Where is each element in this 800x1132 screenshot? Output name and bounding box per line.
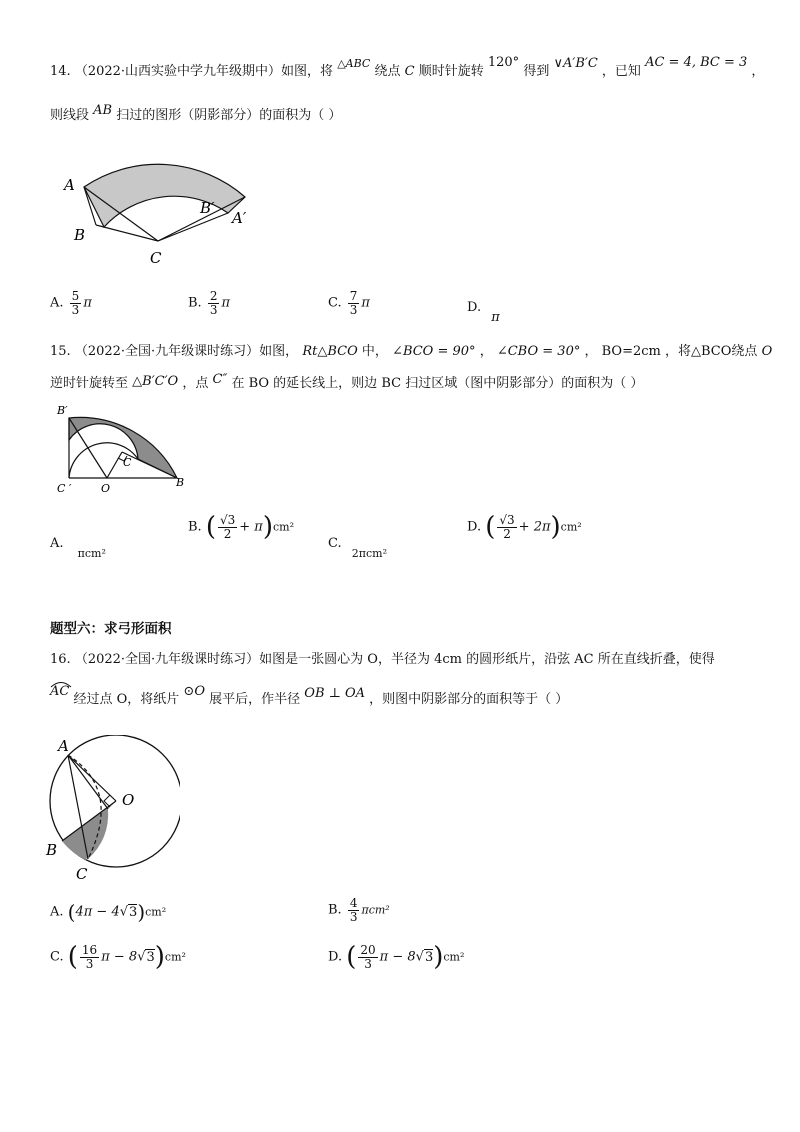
q14-get: 得到 [523, 64, 550, 79]
q15-angle-bco: ∠BCO = 90° [392, 344, 476, 359]
q14-angle: 120° [487, 55, 520, 70]
q15-label-C: C [123, 456, 132, 469]
q14-label-A: A [64, 176, 75, 194]
q14-option-b[interactable] [188, 290, 230, 316]
q16-option-c-den: 3 [85, 956, 94, 971]
q16-label-O: O [122, 791, 135, 809]
q15-option-d[interactable]: D. ( $\frac{√3}{2}$ + 2π)cm² [467, 512, 582, 543]
q15-option-c-value: 2πcm² [351, 547, 387, 560]
q16-label-A: A [58, 737, 69, 755]
q14-segment: AB [93, 103, 113, 118]
q16-option-d-den: 3 [364, 956, 372, 971]
q15-number: 15. [50, 344, 71, 359]
q15-option-d-plus: + 2π [518, 519, 551, 535]
q16-perp: OB ⊥ OA [304, 686, 366, 701]
q16-option-b-num: 4 [349, 896, 358, 910]
q14-comma: ， [751, 64, 765, 79]
q15-option-a-value: πcm² [77, 547, 106, 560]
q16-arc-ac [50, 684, 69, 699]
q14-stem-line2 [50, 104, 341, 123]
q16-line2-pre: 经过点 O，将纸片 [73, 692, 180, 707]
q16-option-b-label: B. [328, 902, 342, 918]
q15-stem-line2 [50, 372, 643, 391]
q14-label-C: C [150, 249, 162, 267]
q16-option-b[interactable] [328, 897, 390, 923]
q15-bo-length: BO=2cm [601, 344, 661, 359]
q15-sep1: ， [479, 344, 493, 359]
q16-option-d-unit: cm² [443, 950, 465, 964]
q14-option-b-num: 2 [209, 289, 218, 303]
q14-label-B: B [74, 226, 86, 244]
q14-option-c-label: C. [328, 295, 342, 311]
q14-option-a-label: A. [50, 295, 64, 311]
q15-label-Cp: C ′ [57, 482, 72, 495]
q16-label-B: B [46, 841, 58, 859]
q15-seg-OC [107, 452, 122, 478]
q16-option-d-mid: π − 8 [379, 949, 416, 965]
q14-option-a-num: 5 [71, 289, 80, 303]
q14-option-b-label: B. [188, 295, 202, 311]
q14-option-c-num: 7 [349, 289, 358, 303]
q15-label-Bp: B′ [57, 404, 68, 417]
q14-triangle: △ABC [337, 57, 371, 70]
q16-option-a[interactable]: A. (4π − 4√3)cm² [50, 900, 167, 924]
q14-option-a-pi: π [83, 295, 92, 311]
q16-arc-label: AC [50, 684, 70, 699]
q15-option-b[interactable]: B. ( $\frac{√3}{2}$ + π)cm² [188, 512, 295, 543]
q14-option-b-pi: π [221, 295, 231, 311]
q16-option-c-num: 16 [81, 943, 98, 957]
q14-point-c: C [404, 64, 415, 79]
q14-option-b-den: 3 [209, 302, 218, 317]
q14-known: ，已知 [601, 64, 641, 79]
q16-option-c-mid: π − 8 [101, 949, 138, 965]
q14-option-a-den: 3 [71, 302, 80, 317]
q15-option-d-den: 2 [503, 526, 511, 541]
q15-option-b-label: B. [188, 519, 202, 535]
q16-figure [40, 735, 180, 885]
q14-label-Ap: A′ [232, 209, 247, 227]
q15-option-b-plus: + π [239, 519, 263, 535]
q16-option-c-root: 3 [146, 949, 155, 965]
q16-number: 16. [50, 652, 71, 667]
q16-option-a-unit: cm² [145, 905, 167, 919]
q15-source: （2022·全国·九年级课时练习）如图， [74, 344, 299, 359]
q15-angle-cbo: ∠CBO = 30° [496, 344, 581, 359]
q16-option-d-num: 20 [360, 943, 376, 957]
arc-symbol-icon [50, 680, 72, 688]
q15-option-c-label: C. [328, 536, 342, 551]
q15-sep2: ， [584, 344, 598, 359]
q15-seg-OBp [69, 418, 107, 478]
q15-figure [55, 400, 195, 495]
q14-label-Bp: B′ [200, 199, 215, 217]
q15-rotate: ，将△BCO绕点 [665, 344, 758, 359]
q14-line2-pre: 则线段 [50, 108, 90, 123]
q14-clockwise: 顺时针旋转 [418, 64, 484, 79]
q16-stem-line2 [50, 684, 569, 707]
q14-source: （2022·山西实验中学九年级期中）如图，将 [74, 64, 334, 79]
q14-option-d-pi: π [491, 310, 500, 325]
q16-option-a-expr: 4π − 4 [75, 904, 120, 920]
q16-option-c-label: C. [50, 949, 64, 965]
q15-option-b-den: 2 [223, 526, 232, 541]
q14-around: 绕点 [374, 64, 401, 79]
q15-option-d-unit: cm² [560, 520, 582, 534]
q15-line2-mid: ，点 [182, 376, 209, 391]
q16-line2-mid: 展平后，作半径 [209, 692, 301, 707]
q15-rt-triangle: Rt△BCO [302, 344, 358, 359]
q14-option-d[interactable] [467, 300, 500, 325]
q15-point-c2: C″ [212, 372, 228, 387]
q14-shaded-region [84, 164, 245, 227]
q14-figure [60, 135, 260, 270]
q14-seg-BC [96, 225, 158, 241]
q14-option-c-den: 3 [349, 302, 358, 317]
q14-triangle2: ∨A′B′C [553, 56, 598, 71]
q16-option-c[interactable]: C. ( $\frac{16}{3}$ π − 8√3)cm² [50, 942, 186, 973]
q14-option-c-pi: π [361, 295, 370, 311]
q15-line2-pre: 逆时针旋转至 [50, 376, 129, 391]
q15-point-o: O [761, 344, 773, 359]
q15-stem-line1 [50, 340, 772, 359]
q14-line2-post: 扫过的图形（阴影部分）的面积为（ ） [116, 108, 342, 123]
q15-mid: 中， [361, 344, 388, 359]
q14-number: 14. [50, 64, 71, 79]
q16-option-d-root: 3 [424, 949, 434, 965]
q16-line2-post: ，则图中阴影部分的面积等于（ ） [369, 692, 569, 707]
q15-option-d-num: √3 [499, 513, 515, 527]
q16-label-C: C [76, 865, 88, 883]
q14-option-d-label: D. [467, 300, 482, 315]
q15-option-d-label: D. [467, 519, 482, 535]
q15-label-B: B [176, 476, 185, 489]
q16-option-d-label: D. [328, 949, 343, 965]
q15-triangle-rot: △B′C′O [132, 374, 179, 389]
q16-option-a-root: 3 [129, 904, 138, 920]
q16-stem-line1 [50, 648, 715, 667]
q14-stem-line1 [50, 55, 765, 79]
q16-circle-o: ⊙O [183, 684, 205, 699]
q16-option-c-unit: cm² [164, 950, 186, 964]
q16-option-b-den: 3 [349, 909, 358, 924]
q14-option-c[interactable] [328, 290, 370, 316]
q14-option-a[interactable] [50, 290, 92, 316]
q15-option-b-num: √3 [219, 513, 236, 527]
q14-condition: AC = 4, BC = 3 [645, 55, 748, 70]
q15-label-O: O [101, 482, 111, 495]
section-title: 题型六：求弓形面积 [50, 621, 172, 637]
q16-option-d[interactable]: D. ( $\frac{20}{3}$ π − 8√3)cm² [328, 942, 465, 973]
q14-seg-BpC [158, 213, 228, 241]
q15-option-b-unit: cm² [273, 520, 295, 534]
q16-text: （2022·全国·九年级课时练习）如图是一张圆心为 O，半径为 4cm 的圆形纸片，沿弦 AC 所在直线折叠，使得 [74, 652, 715, 667]
q15-line2-post: 在 BO 的延长线上，则边 BC 扫过区域（图中阴影部分）的面积为（ ） [231, 376, 644, 391]
q16-seg-AO-C [68, 755, 108, 809]
q16-option-b-tail: πcm² [361, 903, 390, 917]
q15-option-a-label: A. [50, 536, 64, 551]
q16-option-a-label: A. [50, 904, 64, 920]
